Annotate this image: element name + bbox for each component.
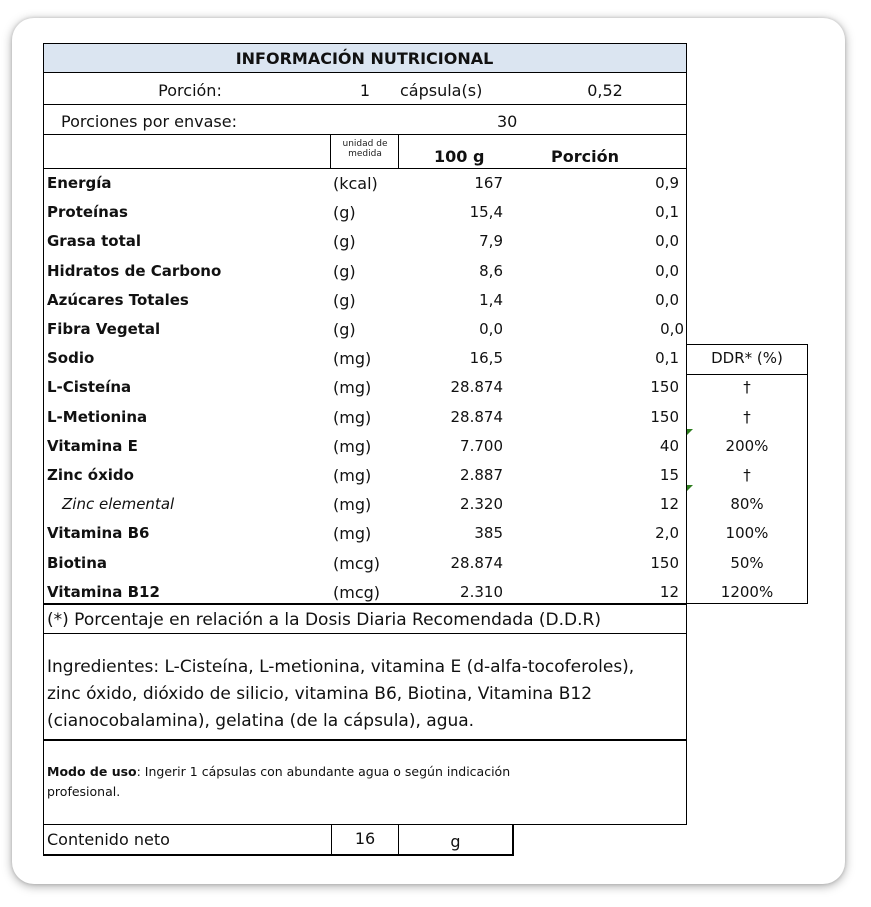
nutrient-per100: 15,4: [469, 203, 503, 221]
portion-unit: cápsula(s): [400, 81, 483, 100]
nutrient-name: Sodio: [47, 349, 95, 367]
servings-value: 30: [497, 112, 518, 131]
border-line: [43, 603, 687, 605]
label-title: INFORMACIÓN NUTRICIONAL: [235, 49, 494, 68]
nutrient-ddr: †: [743, 378, 751, 396]
border-line: [398, 824, 399, 855]
unit-header-line1: unidad de: [342, 139, 388, 149]
border-line: [512, 824, 514, 855]
nutrient-portion: 0,0: [655, 232, 679, 250]
nutrient-ddr: 200%: [725, 437, 769, 455]
nutrient-unit: (mg): [333, 437, 372, 456]
nutrient-name: Zinc elemental: [62, 495, 175, 513]
nutrient-ddr: †: [743, 408, 751, 426]
usage-line-1: : Ingerir 1 cápsulas con abundante agua o según indicación: [136, 764, 511, 779]
portion-amount: 1: [359, 81, 371, 100]
nutrient-per100: 2.320: [460, 495, 503, 513]
nutrient-name: Energía: [47, 174, 112, 192]
comment-marker: [687, 429, 693, 435]
nutrient-unit: (mg): [333, 378, 372, 397]
nutrient-per100: 28.874: [450, 408, 503, 426]
nutrient-ddr: 1200%: [720, 583, 774, 601]
border-line: [807, 344, 808, 603]
usage-instructions: [47, 762, 510, 802]
footnote: (*) Porcentaje en relación a la Dosis Diaria Recomendada (D.D.R): [47, 610, 601, 630]
nutrient-ddr: 100%: [725, 524, 769, 542]
border-line: [43, 134, 687, 135]
usage-label: Modo de uso: [47, 764, 137, 779]
nutrient-name: L-Cisteína: [47, 378, 132, 396]
nutrient-ddr: †: [743, 466, 751, 484]
border-line: [686, 603, 808, 604]
nutrient-name: L-Metionina: [47, 408, 148, 426]
nutrient-name: Proteínas: [47, 203, 128, 221]
nutrient-per100: 28.874: [450, 378, 503, 396]
border-line: [331, 824, 332, 855]
ingredients-line-1: Ingredientes: L-Cisteína, L-metionina, vitamina E (d-alfa-tocoferoles),: [47, 657, 635, 677]
nutrient-portion: 0,9: [655, 174, 679, 192]
nutrient-per100: 167: [474, 174, 503, 192]
unit-header-line2: medida: [348, 149, 382, 159]
nutrient-portion: 15: [659, 466, 679, 484]
ingredients: [47, 654, 634, 735]
usage-line-2: profesional.: [47, 784, 121, 799]
comment-marker: [687, 485, 693, 491]
nutrient-portion: 40: [659, 437, 679, 455]
nutrient-unit: (mg): [333, 524, 372, 543]
nutrient-portion: 150: [650, 378, 679, 396]
nutrient-per100: 7.700: [460, 437, 503, 455]
nutrient-per100: 2.887: [460, 466, 503, 484]
nutrient-portion: 0,1: [655, 349, 679, 367]
nutrient-portion: 0,0: [660, 320, 684, 338]
border-line: [686, 344, 808, 345]
nutrient-portion: 150: [650, 554, 679, 572]
nutrient-portion: 0,0: [655, 262, 679, 280]
portion-value: 0,52: [587, 81, 623, 100]
border-line: [43, 854, 514, 856]
ingredients-line-2: zinc óxido, dióxido de silicio, vitamina B6, Biotina, Vitamina B12: [47, 684, 593, 704]
nutrient-ddr: 80%: [730, 495, 764, 513]
net-content-label: Contenido neto: [47, 830, 170, 849]
nutrient-portion: 2,0: [655, 524, 679, 542]
nutrient-unit: (g): [333, 320, 356, 339]
nutrient-unit: (mg): [333, 495, 372, 514]
nutrient-per100: 7,9: [479, 232, 503, 250]
unit-header: [330, 139, 400, 159]
nutrient-name: Vitamina B6: [47, 524, 150, 542]
nutrient-name: Fibra Vegetal: [47, 320, 161, 338]
net-content-unit: g: [450, 832, 461, 851]
border-line: [43, 43, 687, 44]
net-content-value: 16: [354, 829, 376, 848]
border-line: [43, 633, 687, 634]
nutrient-unit: (mg): [333, 349, 372, 368]
nutrient-per100: 385: [474, 524, 503, 542]
nutrient-name: Zinc óxido: [47, 466, 134, 484]
ingredients-line-3: (cianocobalamina), gelatina (de la cápsula), agua.: [47, 711, 475, 731]
border-line: [43, 104, 687, 105]
per100-header: 100 g: [434, 147, 485, 166]
nutrient-per100: 16,5: [469, 349, 503, 367]
portion-label: Porción:: [158, 81, 222, 100]
nutrient-per100: 1,4: [479, 291, 503, 309]
nutrient-unit: (mg): [333, 408, 372, 427]
nutrient-per100: 8,6: [479, 262, 503, 280]
nutrient-name: Vitamina B12: [47, 583, 160, 601]
nutrient-unit: (g): [333, 203, 356, 222]
nutrient-per100: 0,0: [479, 320, 503, 338]
nutrient-portion: 12: [659, 495, 679, 513]
nutrient-per100: 2.310: [460, 583, 503, 601]
nutrient-unit: (kcal): [333, 174, 378, 193]
border-line: [330, 134, 331, 168]
border-line: [398, 134, 399, 168]
border-line: [686, 43, 687, 824]
nutrient-name: Biotina: [47, 554, 107, 572]
border-line: [43, 739, 687, 741]
nutrient-portion: 0,1: [655, 203, 679, 221]
border-line: [43, 43, 44, 855]
nutrient-name: Hidratos de Carbono: [47, 262, 222, 280]
nutrient-name: Grasa total: [47, 232, 142, 250]
nutrient-unit: (mcg): [333, 554, 381, 573]
border-line: [43, 824, 687, 825]
nutrient-unit: (mcg): [333, 583, 381, 602]
border-line: [43, 72, 687, 73]
nutrient-portion: 0,0: [655, 291, 679, 309]
nutrient-portion: 12: [659, 583, 679, 601]
nutrient-unit: (g): [333, 232, 356, 251]
border-line: [43, 168, 687, 169]
border-line: [686, 374, 808, 375]
nutrient-unit: (g): [333, 262, 356, 281]
nutrient-unit: (mg): [333, 466, 372, 485]
portion-header: Porción: [551, 147, 619, 166]
nutrient-unit: (g): [333, 291, 356, 310]
nutrient-name: Azúcares Totales: [47, 291, 189, 309]
nutrient-ddr: 50%: [730, 554, 764, 572]
nutrient-name: Vitamina E: [47, 437, 138, 455]
nutrient-ddr: DDR* (%): [711, 349, 783, 367]
servings-label: Porciones por envase:: [61, 112, 237, 131]
nutrient-portion: 150: [650, 408, 679, 426]
nutrient-per100: 28.874: [450, 554, 503, 572]
